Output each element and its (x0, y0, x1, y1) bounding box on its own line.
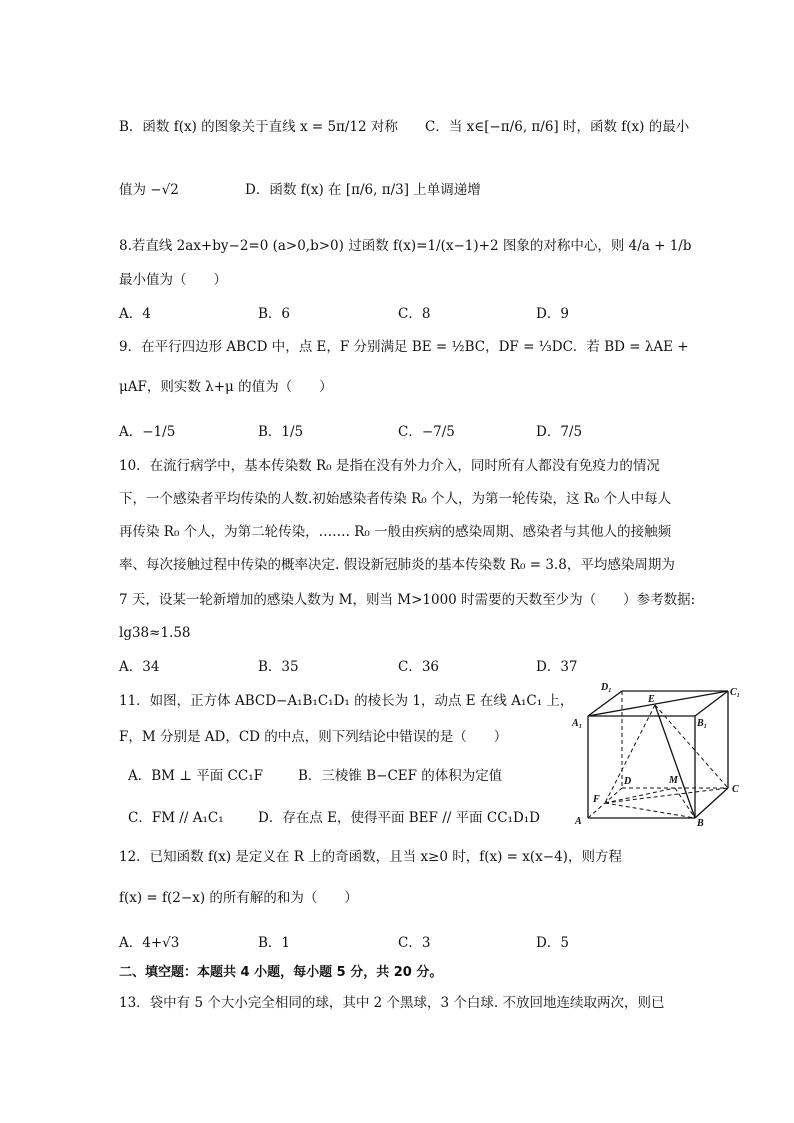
q10-option-d: D．37 (536, 659, 578, 675)
q10-line-3: 再传染 R₀ 个人，为第二轮传染，……. R₀ 一般由疾病的感染周期、感染者与其他人的接触频 (119, 524, 672, 540)
q8-option-a: A．4 (119, 306, 151, 322)
cube-figure (568, 678, 748, 828)
q11-option-b: B．三棱锥 B−CEF 的体积为定值 (298, 768, 503, 784)
label-d: D (624, 776, 632, 787)
label-d1: D₁ (601, 682, 612, 693)
q12-option-c: C．3 (398, 935, 431, 951)
q9-stem: 9．在平行四边形 ABCD 中，点 E，F 分别满足 BE = ½BC，DF = ⅓DC．若 BD = λAE + (119, 339, 689, 355)
q10-option-b: B．35 (258, 659, 299, 675)
q12-option-d: D．5 (536, 935, 569, 951)
q13-stem: 13．袋中有 5 个大小完全相同的球，其中 2 个黑球，3 个白球. 不放回地连续取两次，则已 (119, 995, 665, 1011)
q8-option-d: D．9 (536, 306, 569, 322)
q10-option-a: A．34 (119, 659, 160, 675)
q11-line-2: F，M 分别是 AD，CD 的中点，则下列结论中错误的是（ ） (119, 729, 508, 745)
q11-option-a: A．BM ⊥ 平面 CC₁F (128, 768, 263, 784)
section-title: 二、填空题：本题共 4 小题，每小题 5 分，共 20 分。 (119, 965, 443, 980)
q7-option-c-cont: 值为 −√2 (119, 182, 179, 198)
q8-stem-2: 最小值为（ ） (119, 272, 227, 288)
q12-stem: 12．已知函数 f(x) 是定义在 R 上的奇函数，且当 x≥0 时，f(x) = x(x−4)，则方程 (119, 849, 622, 865)
label-c: C (732, 784, 739, 795)
q9-option-b: B．1/5 (258, 424, 304, 440)
q10-line-5: 7 天，设某一轮新增加的感染人数为 M，则当 M>1000 时需要的天数至少为（ ）参考数据: (119, 592, 696, 608)
label-c1: C₁ (730, 687, 741, 698)
q9-option-d: D．7/5 (536, 424, 583, 440)
q10-line-1: 10．在流行病学中，基本传染数 R₀ 是指在没有外力介入，同时所有人都没有免疫力的情况 (119, 458, 660, 474)
q8-option-b: B．6 (258, 306, 291, 322)
q12-stem-2: f(x) = f(2−x) 的所有解的和为（ ） (119, 890, 358, 906)
q11-option-c: C．FM // A₁C₁ (128, 810, 224, 826)
label-e: E (648, 694, 655, 705)
q9-stem-2: μAF，则实数 λ+μ 的值为（ ） (119, 379, 333, 395)
q10-option-c: C．36 (398, 659, 440, 675)
label-a: A (575, 816, 582, 827)
q10-line-2: 下，一个感染者平均传染的人数.初始感染者传染 R₀ 个人，为第一轮传染，这 R₀ 个人中每人 (119, 491, 672, 507)
q8-option-c: C．8 (398, 306, 431, 322)
q12-option-a: A．4+√3 (119, 935, 180, 951)
q8-stem: 8.若直线 2ax+by−2=0 (a>0,b>0) 过函数 f(x)=1/(x−1)+2 图象的对称中心，则 4/a + 1/b (119, 238, 692, 254)
label-a1: A₁ (572, 718, 583, 729)
q7-option-c: C．当 x∈[−π/6, π/6] 时，函数 f(x) 的最小 (425, 119, 690, 135)
label-b: B (697, 818, 704, 828)
q11-option-d: D．存在点 E，使得平面 BEF // 平面 CC₁D₁D (258, 810, 541, 826)
label-f: F (593, 794, 600, 805)
q10-line-4: 率、每次接触过程中传染的概率决定. 假设新冠肺炎的基本传染数 R₀ = 3.8，平均感染周期为 (119, 557, 675, 573)
q9-option-a: A．−1/5 (119, 424, 176, 440)
q12-option-b: B．1 (258, 935, 291, 951)
label-b1: B₁ (697, 718, 708, 729)
q7-option-b: B．函数 f(x) 的图象关于直线 x = 5π/12 对称 (119, 119, 398, 135)
label-m: M (669, 775, 678, 786)
q7-option-d: D．函数 f(x) 在 [π/6, π/3] 上单调递增 (245, 182, 481, 198)
q10-line-6: lg38≈1.58 (119, 625, 191, 641)
q9-option-c: C．−7/5 (398, 424, 455, 440)
q11-line-1: 11．如图，正方体 ABCD−A₁B₁C₁D₁ 的棱长为 1，动点 E 在线 A₁C₁ 上， (119, 693, 574, 709)
